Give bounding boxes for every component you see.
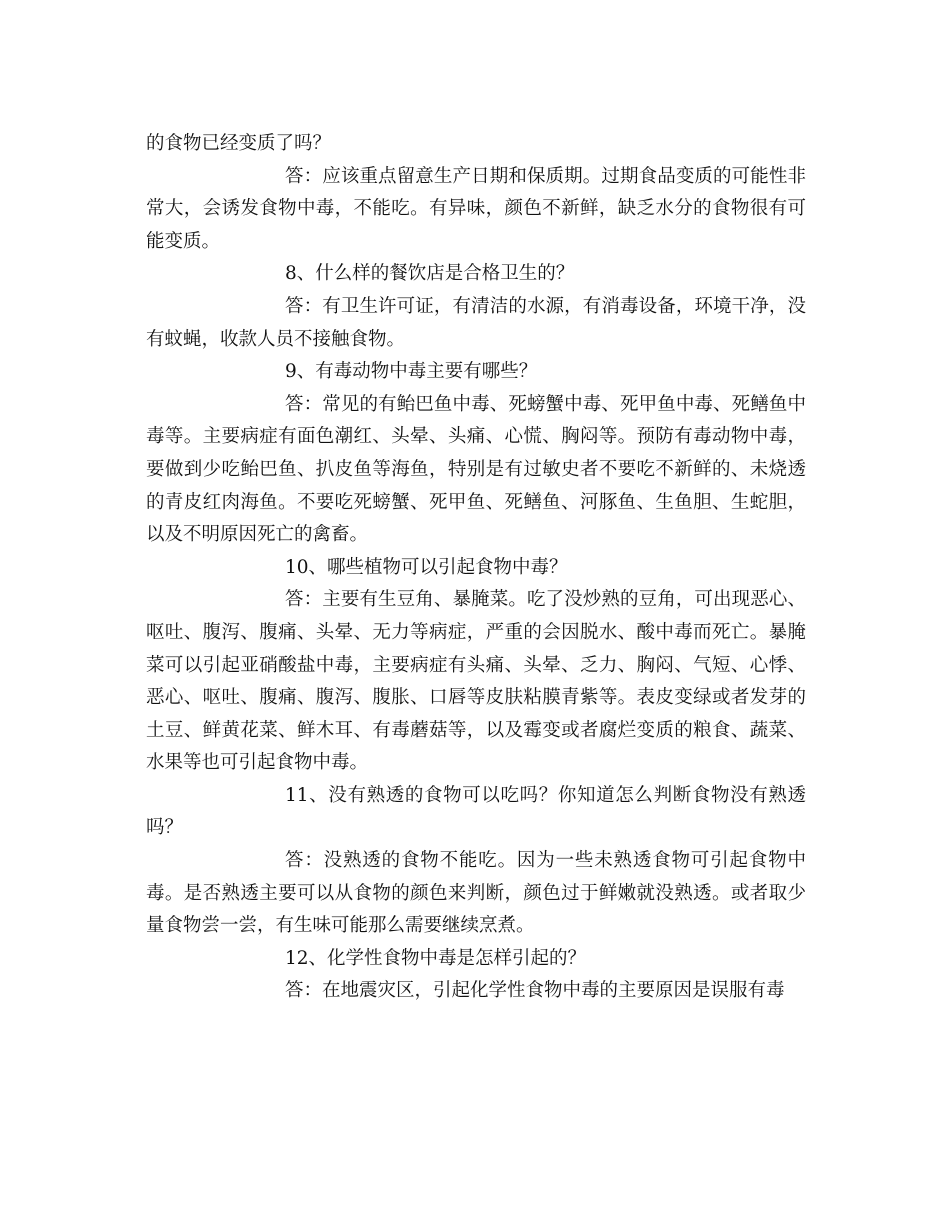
question-10: 10、哪些植物可以引起食物中毒？	[285, 556, 568, 578]
answer-paragraph-10: 答：主要有生豆角、暴腌菜。吃了没炒熟的豆角，可出现恶心、呕吐、腹泻、腹痛、头晕、无力等病症，严重的会因脱水、酸中毒而死亡。暴腌菜可以引起亚硝酸盐中毒，主要病症有头痛、头晕、乏力、胸闷、气短、心悸、恶心、呕吐、腹痛、腹泻、腹胀、口唇等皮肤粘膜青紫等。表皮变绿或者发芽的土豆、鲜黄花菜、鲜木耳、有毒蘑菇等，以及霉变或者腐烂变质的粮食、蔬菜、水果等也可引起食物中毒。	[146, 589, 806, 774]
answer-paragraph-12: 答：在地震灾区，引起化学性食物中毒的主要原因是误服有毒	[285, 980, 785, 1002]
answer-paragraph-9: 答：常见的有鲐巴鱼中毒、死螃蟹中毒、死甲鱼中毒、死鳝鱼中毒等。主要病症有面色潮红、头晕、头痛、心慌、胸闷等。预防有毒动物中毒，要做到少吃鲐巴鱼、扒皮鱼等海鱼，特别是有过敏史者不要吃不新鲜的、未烧透的青皮红肉海鱼。不要吃死螃蟹、死甲鱼、死鳝鱼、河豚鱼、生鱼胆、生蛇胆，以及不明原因死亡的禽畜。	[146, 393, 806, 546]
answer-paragraph-7: 答：应该重点留意生产日期和保质期。过期食品变质的可能性非常大，会诱发食物中毒，不能吃。有异味，颜色不新鲜，缺乏水分的食物很有可能变质。	[146, 165, 806, 252]
question-9: 9、有毒动物中毒主要有哪些？	[285, 361, 538, 383]
answer-paragraph-11: 答：没熟透的食物不能吃。因为一些未熟透食物可引起食物中毒。是否熟透主要可以从食物的颜色来判断，颜色过于鲜嫩就没熟透。或者取少量食物尝一尝，有生味可能那么需要继续烹煮。	[146, 850, 806, 937]
paragraph-continuation: 的食物已经变质了吗？	[146, 133, 332, 154]
question-11: 11、没有熟透的食物可以吃吗？你知道怎么判断食物没有熟透吗？	[146, 784, 806, 839]
document-body	[146, 128, 806, 1008]
answer-paragraph-8: 答：有卫生许可证，有清洁的水源，有消毒设备，环境干净，没有蚊蝇，收款人员不接触食物。	[146, 295, 806, 350]
question-12: 12、化学性食物中毒是怎样引起的？	[285, 947, 587, 969]
question-8: 8、什么样的餐饮店是合格卫生的？	[285, 263, 575, 285]
